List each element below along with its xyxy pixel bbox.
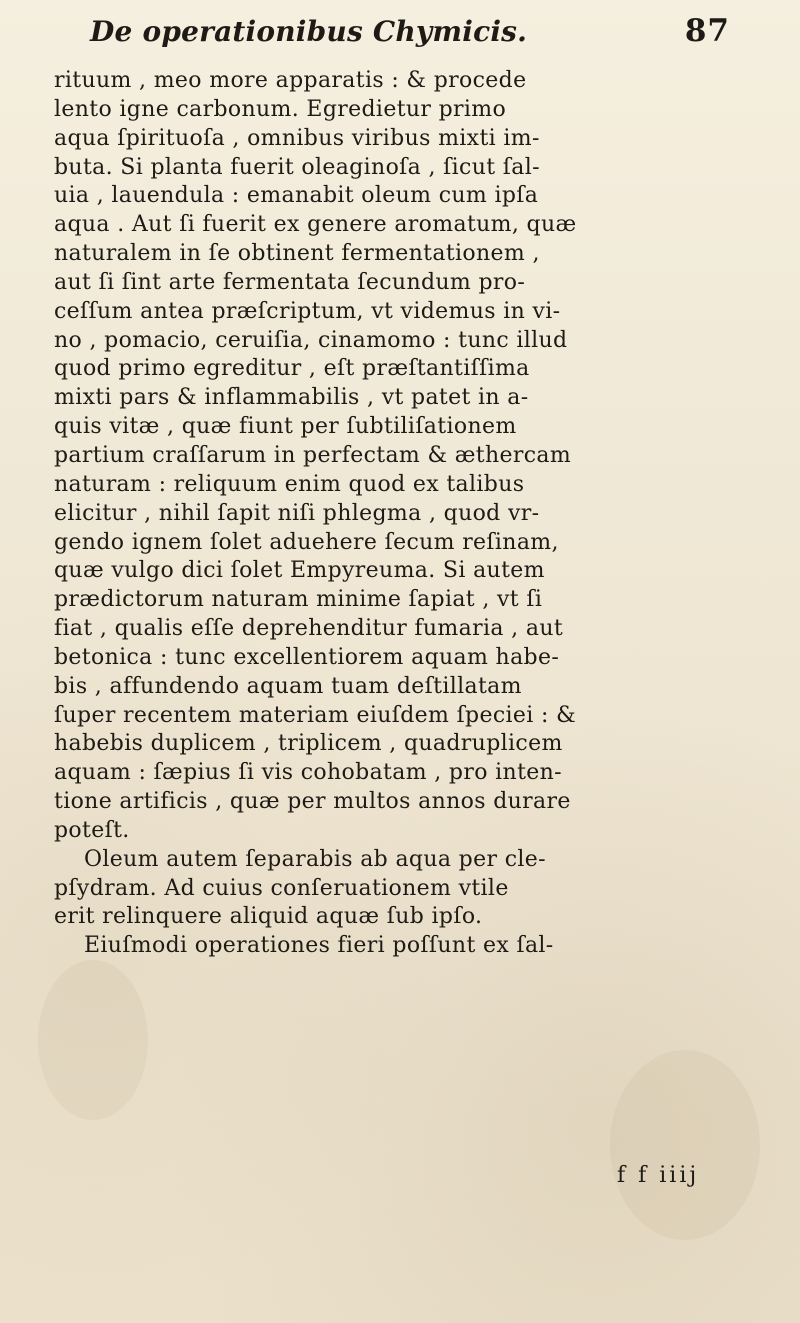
paragraph-two-line: pſydram. Ad cuius conſeruationem vtile — [54, 875, 509, 901]
paragraph-two-line: Oleum autem ſeparabis ab aqua per cle- — [84, 846, 546, 872]
text-line: mixti pars & inflammabilis , vt patet in a- — [54, 385, 529, 411]
text-line: tione artificis , quæ per multos annos durare — [54, 789, 571, 815]
text-line: betonica : tunc excellentiorem aquam habe- — [54, 644, 560, 670]
running-head: De operationibus Chymicis. — [90, 15, 528, 48]
text-line: buta. Si planta fuerit oleaginoſa , ſicut ſal- — [54, 154, 540, 180]
text-line: uia , lauendula : emanabit oleum cum ipſa — [54, 183, 539, 209]
text-line: aut ſi ſint arte fermentata ſecundum pro- — [54, 269, 526, 295]
catchword-signature: f f iiij — [617, 1163, 700, 1188]
text-line: quod primo egreditur , eſt præſtantiſſima — [54, 356, 530, 382]
text-line: quæ vulgo dici ſolet Empyreuma. Si autem — [54, 558, 545, 584]
page-header — [90, 10, 730, 64]
text-line: rituum , meo more apparatis : & procede — [54, 68, 527, 93]
text-line: ceſſum antea præſcriptum, vt videmus in vi- — [54, 298, 561, 324]
paragraph-two-line: Eiuſmodi operationes fieri poſſunt ex ſal- — [84, 933, 554, 959]
text-line: no , pomacio, ceruiſia, cinamomo : tunc illud — [54, 327, 568, 353]
paragraph-two-line: erit relinquere aliquid aquæ ſub ipſo. — [54, 904, 483, 930]
text-line: gendo ignem ſolet aduehere ſecum reſinam, — [54, 529, 559, 555]
text-line: lento igne carbonum. Egredietur primo — [54, 96, 507, 122]
text-line: prædictorum naturam minime ſapiat , vt ſi — [54, 587, 543, 613]
paper-stain — [38, 960, 148, 1120]
text-line: naturam : reliquum enim quod ex talibus — [54, 471, 525, 497]
text-line: fiat , qualis eſſe deprehenditur fumaria , aut — [54, 616, 564, 642]
text-line: partium craſſarum in perfectam & æthercam — [54, 442, 572, 468]
text-line: ſuper recentem materiam eiuſdem ſpeciei : & — [54, 702, 577, 728]
text-line: aquam : ſæpius ſi vis cohobatam , pro inten- — [54, 760, 562, 786]
text-line: aqua . Aut ſi fuerit ex genere aromatum, quæ — [54, 212, 577, 238]
text-line: quis vitæ , quæ fiunt per ſubtiliſationem — [54, 414, 517, 440]
text-line: bis , affundendo aquam tuam deſtillatam — [54, 673, 522, 699]
text-line: poteſt. — [54, 817, 130, 843]
page-number: 87 — [684, 13, 730, 49]
body-text — [54, 67, 766, 961]
text-line: elicitur , nihil ſapit niſi phlegma , quod vr- — [54, 500, 540, 526]
paper-stain — [610, 1050, 760, 1240]
text-line: habebis duplicem , triplicem , quadruplicem — [54, 731, 563, 757]
text-line: naturalem in ſe obtinent fermentationem , — [54, 241, 540, 267]
text-line: aqua ſpirituoſa , omnibus viribus mixti im- — [54, 125, 540, 151]
